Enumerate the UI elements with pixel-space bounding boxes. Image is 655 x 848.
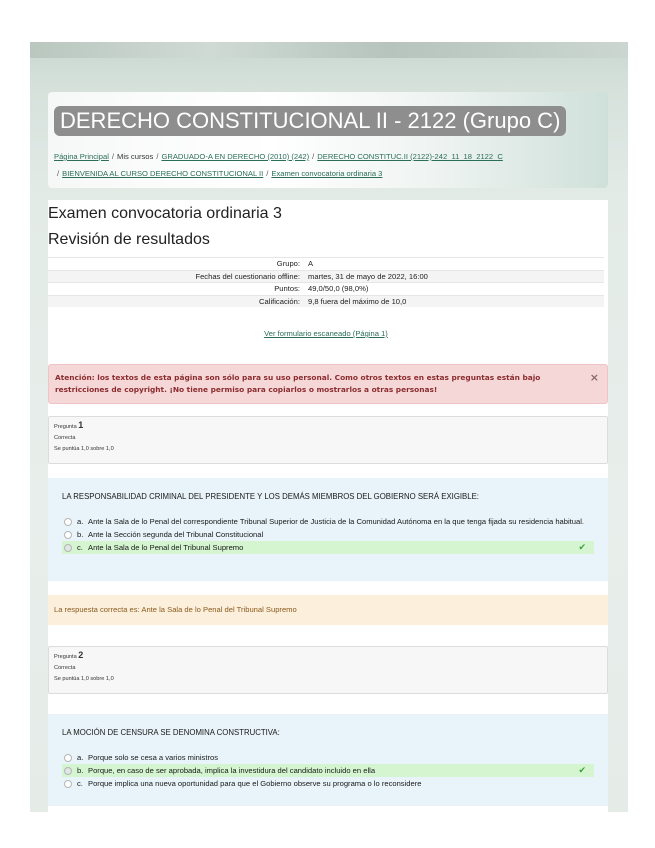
summary-key: Fechas del cuestionario offline: — [195, 271, 300, 281]
scanned-form-row — [48, 329, 604, 338]
radio-button[interactable] — [64, 518, 72, 526]
course-title: DERECHO CONSTITUCIONAL II - 2122 (Grupo C) — [54, 106, 566, 136]
question-content — [48, 714, 608, 806]
summary-key: Grupo: — [276, 259, 300, 268]
answer-option[interactable] — [62, 777, 594, 790]
breadcrumb-my-courses: Mis cursos — [117, 152, 154, 161]
answer-text: Ante la Sala de lo Penal del Tribunal Supremo — [88, 543, 244, 552]
answer-text: Porque solo se cesa a varios ministros — [88, 753, 218, 762]
answer-text: Porque implica una nueva oportunidad para que el Gobierno observe su programa o lo reconsidere — [88, 779, 422, 788]
summary-key: Puntos: — [274, 284, 300, 293]
question-score: Se puntúa 1,0 sobre 1,0 — [54, 676, 114, 682]
breadcrumb-course[interactable]: DERECHO CONSTITUC.II (2122)-242_11_18_2122_C — [317, 152, 503, 161]
answer-letter: b. — [77, 766, 84, 775]
check-icon: ✔ — [578, 542, 586, 552]
breadcrumb-exam[interactable]: Examen convocatoria ordinaria 3 — [271, 169, 383, 178]
answer-text: Ante la Sala de lo Penal del correspondiente Tribunal Superior de Justicia de la Comunidad Autónoma en la que tenga fijada su residencia habitual. — [88, 517, 585, 526]
alert-text: Atención: los textos de esta página son sólo para su uso personal. Como otros textos en estas preguntas están bajo restricciones de copyright. ¡No tiene permiso para copiarlos o mostrarlos a otras personas! — [55, 373, 541, 394]
summary-row — [48, 295, 604, 308]
radio-button[interactable] — [64, 767, 72, 775]
answer-option-selected[interactable] — [62, 541, 594, 554]
scanned-form-link[interactable]: Ver formulario escaneado (Página 1) — [264, 329, 388, 338]
question-info — [48, 646, 608, 694]
answer-letter: a. — [77, 753, 84, 762]
close-icon[interactable]: × — [589, 371, 599, 384]
page-top-banner — [30, 42, 628, 58]
answer-option[interactable] — [62, 528, 594, 541]
radio-button[interactable] — [64, 531, 72, 539]
question-label: Pregunta — [54, 654, 77, 660]
question-number: 2 — [78, 650, 84, 660]
radio-button[interactable] — [64, 754, 72, 762]
answer-letter: c. — [77, 779, 83, 788]
summary-value: 9,8 fuera del máximo de 10,0 — [308, 296, 407, 306]
summary-value: 49,0/50,0 (98,0%) — [308, 284, 369, 293]
correct-answer-feedback: La respuesta correcta es: Ante la Sala de lo Penal del Tribunal Supremo — [48, 595, 608, 625]
answer-option[interactable] — [62, 751, 594, 764]
question-info — [48, 416, 608, 464]
review-title: Revisión de resultados — [48, 231, 210, 248]
breadcrumb-home[interactable]: Página Principal — [54, 152, 109, 161]
summary-value: A — [308, 259, 314, 268]
summary-row — [48, 257, 604, 270]
breadcrumb-welcome[interactable]: BIENVENIDA AL CURSO DERECHO CONSTITUCIONAL II — [62, 169, 264, 178]
question-label: Pregunta — [54, 424, 77, 430]
summary-value: martes, 31 de mayo de 2022, 16:00 — [308, 271, 428, 281]
question-prompt: LA MOCIÓN DE CENSURA SE DENOMINA CONSTRUCTIVA: — [62, 728, 280, 737]
question-content — [48, 478, 608, 581]
summary-row — [48, 282, 604, 295]
question-score: Se puntúa 1,0 sobre 1,0 — [54, 446, 114, 452]
radio-button[interactable] — [64, 544, 72, 552]
summary-key: Calificación: — [259, 296, 300, 306]
question-status: Correcta — [54, 665, 76, 671]
question-prompt: LA RESPONSABILIDAD CRIMINAL DEL PRESIDENTE Y LOS DEMÁS MIEMBROS DEL GOBIERNO SERÁ EXIGIBLE: — [62, 492, 479, 501]
exam-title: Examen convocatoria ordinaria 3 — [48, 205, 282, 222]
answer-option[interactable] — [62, 515, 594, 528]
breadcrumb: Página Principal / Mis cursos / GRADUADO-A EN DERECHO (2010) (242) / DERECHO CONSTITUC.II (2122)-242_11_18_2122_C / BIENVENIDA AL CURSO DERECHO CONSTITUCIONAL II / Examen convocatoria ordinaria 3 — [54, 152, 503, 178]
question-number: 1 — [78, 420, 84, 430]
summary-row — [48, 270, 604, 283]
summary-table — [48, 257, 604, 307]
breadcrumb-degree[interactable]: GRADUADO-A EN DERECHO (2010) (242) — [161, 152, 310, 161]
answer-letter: c. — [77, 543, 83, 552]
check-icon: ✔ — [578, 765, 586, 775]
answer-text: Ante la Sección segunda del Tribunal Constitucional — [88, 530, 264, 539]
answer-letter: a. — [77, 517, 84, 526]
answer-text: Porque, en caso de ser aprobada, implica la investidura del candidato incluido en ella — [88, 766, 376, 775]
copyright-alert — [48, 364, 608, 404]
answer-option-selected[interactable] — [62, 764, 594, 777]
question-status: Correcta — [54, 435, 76, 441]
answer-letter: b. — [77, 530, 84, 539]
radio-button[interactable] — [64, 780, 72, 788]
